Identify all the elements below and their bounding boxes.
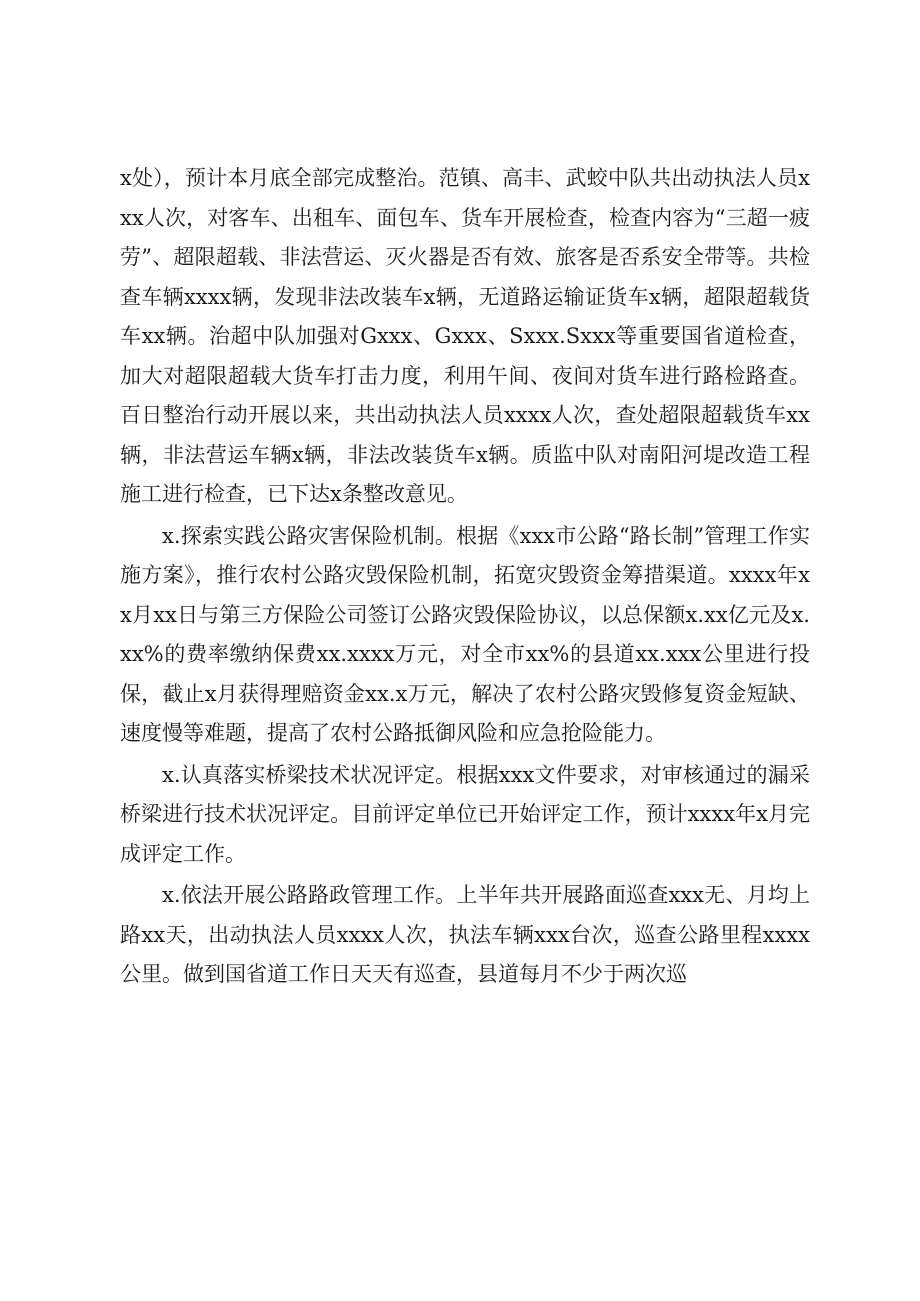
paragraph-4: x.依法开展公路路政管理工作。上半年共开展路面巡查xxx无、月均上路xx天，出动执法人员xxxx人次，执法车辆xxx台次，巡查公路里程xxxx公里。做到国省道工作日天天有巡查，县道每月不少于两次巡: [120, 883, 810, 986]
document-body: [120, 159, 810, 997]
paragraph-2: x.探索实践公路灾害保险机制。根据《xxx市公路“路长制”管理工作实施方案》，推行农村公路灾毁保险机制，拓宽灾毁资金筹措渠道。xxxx年xx月xx日与第三方保险公司签订公路灾毁保险协议，以总保额x.xx亿元及x.xx%的费率缴纳保费xx.xxxx万元，对全市xx%的县道xx.xxx公里进行投保，截止x月获得理赔资金xx.x万元，解决了农村公路灾毁修复资金短缺、速度慢等难题，提高了农村公路抵御风险和应急抢险能力。: [120, 523, 810, 745]
paragraph-1: x处），预计本月底全部完成整治。范镇、高丰、武蛟中队共出动执法人员xxx人次，对客车、出租车、面包车、货车开展检查，检查内容为“三超一疲劳”、超限超载、非法营运、灭火器是否有效、旅客是否系安全带等。共检查车辆xxxx辆，发现非法改装车x辆，无道路运输证货车x辆，超限超载货车xx辆。治超中队加强对Gxxx、Gxxx、Sxxx.Sxxx等重要国省道检查，加大对超限超载大货车打击力度，利用午间、夜间对货车进行路检路查。百日整治行动开展以来，共出动执法人员xxxx人次，查处超限超载货车xx辆，非法营运车辆x辆，非法改装货车x辆。质监中队对南阳河堤改造工程施工进行检查，已下达x条整改意见。: [120, 166, 810, 506]
paragraph-3: x.认真落实桥梁技术状况评定。根据xxx文件要求，对审核通过的漏采桥梁进行技术状况评定。目前评定单位已开始评定工作，预计xxxx年x月完成评定工作。: [120, 762, 810, 866]
